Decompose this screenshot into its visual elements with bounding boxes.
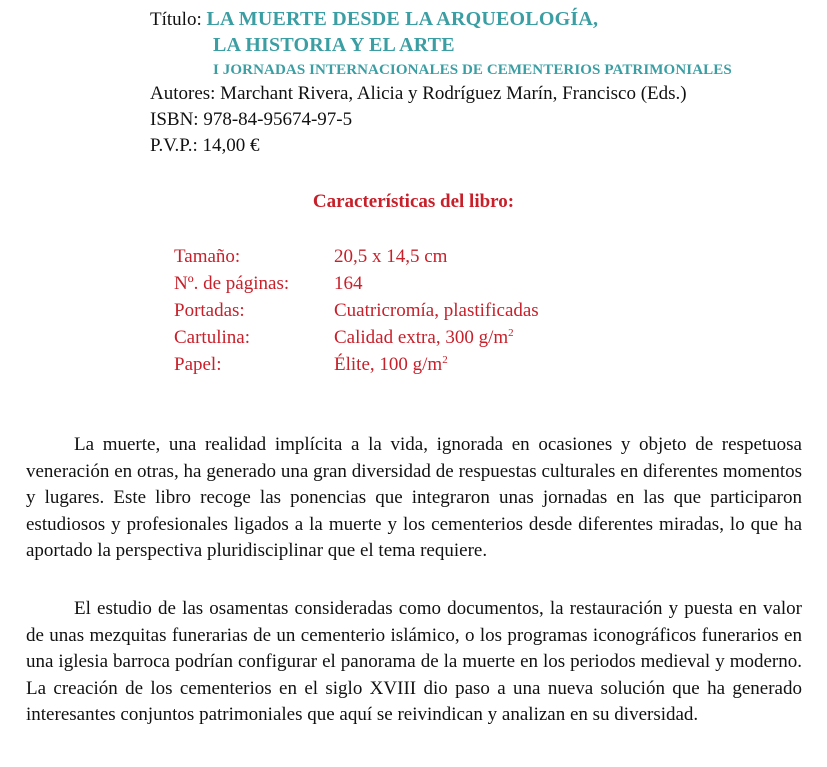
book-title-line1: LA MUERTE DESDE LA ARQUEOLOGÍA, bbox=[206, 8, 599, 30]
feature-value-cardstock-sup: 2 bbox=[508, 327, 514, 339]
book-title-line2: LA HISTORIA Y EL ARTE bbox=[213, 34, 455, 56]
feature-value-paper-text: Élite, 100 g/m bbox=[334, 354, 443, 375]
title-row bbox=[150, 7, 598, 32]
features-heading: Características del libro: bbox=[312, 191, 515, 212]
feature-label-cardstock: Cartulina: bbox=[174, 327, 250, 348]
feature-value-pages: 164 bbox=[334, 273, 363, 294]
feature-label-size: Tamaño: bbox=[174, 246, 241, 267]
book-isbn: ISBN: 978-84-95674-97-5 bbox=[150, 109, 353, 130]
feature-value-cardstock-text: Calidad extra, 300 g/m bbox=[334, 327, 509, 348]
book-authors: Autores: Marchant Rivera, Alicia y Rodríguez Marín, Francisco (Eds.) bbox=[150, 83, 687, 104]
book-price: P.V.P.: 14,00 € bbox=[150, 135, 260, 156]
feature-value-covers: Cuatricromía, plastificadas bbox=[334, 300, 539, 321]
feature-label-covers: Portadas: bbox=[174, 300, 245, 321]
book-subtitle: I JORNADAS INTERNACIONALES DE CEMENTERIOS PATRIMONIALES bbox=[213, 62, 732, 78]
title-label: Título: bbox=[150, 9, 202, 30]
feature-value-paper bbox=[334, 353, 448, 377]
feature-value-cardstock bbox=[334, 326, 514, 350]
feature-value-size: 20,5 x 14,5 cm bbox=[334, 246, 448, 267]
feature-label-pages: Nº. de páginas: bbox=[174, 273, 290, 294]
body-paragraph-1: La muerte, una realidad implícita a la vida, ignorada en ocasiones y objeto de respetuosa veneración en otras, ha generado una gran diversidad de respuestas culturales en diferentes momentos y lugares. Este libro recoge las ponencias que integraron unas jornadas en las que participaron estudiosos y profesionales ligados a la muerte y los cementerios desde diferentes miradas, lo que ha aportado la perspectiva pluridisciplinar que el tema requiere. bbox=[26, 434, 802, 562]
feature-value-paper-sup: 2 bbox=[442, 354, 448, 366]
feature-label-paper: Papel: bbox=[174, 354, 222, 375]
body-paragraph-2: El estudio de las osamentas consideradas como documentos, la restauración y puesta en valor de unas mezquitas funerarias de un cementerio islámico, o los programas iconográficos funerarios en una iglesia barroca podrían configurar el panorama de la muerte en los periodos medieval y moderno. La creación de los cementerios en el siglo XVIII dio paso a una nueva solución que ha generado interesantes conjuntos patrimoniales que aquí se reivindican y analizan en su diversidad. bbox=[26, 598, 802, 726]
